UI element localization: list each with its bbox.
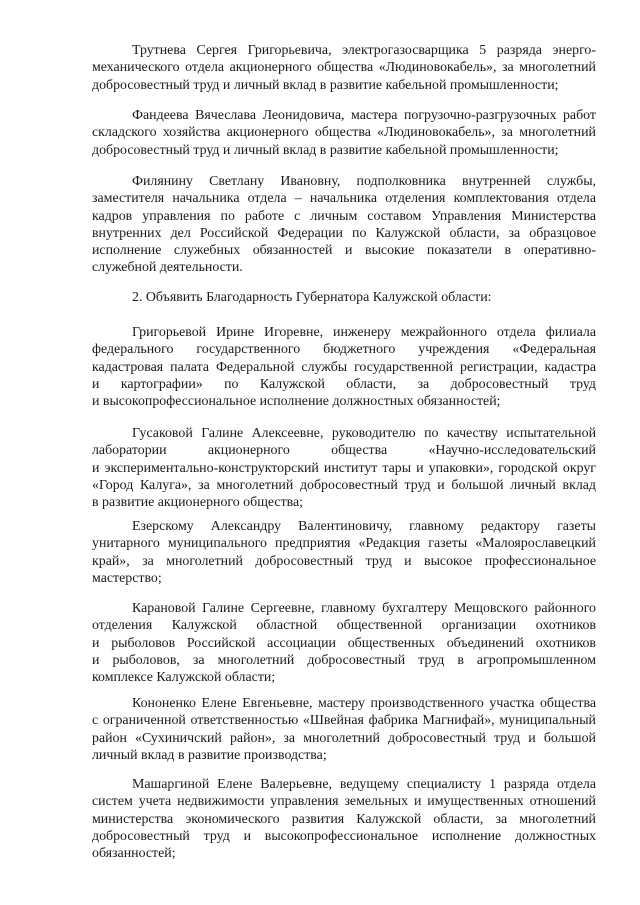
text-line: край», за многолетний добросовестный труд и высокое профессиональное [92, 553, 596, 569]
paragraph-trutneva [92, 42, 596, 94]
text-line: складского хозяйства акционерного общества «Людиновокабель», за многолетний [92, 125, 596, 141]
text-line: лаборатории акционерного общества «Научно-исследовательский [92, 443, 596, 459]
text-line: служебной деятельности. [92, 260, 243, 276]
text-line: отделения Калужской областной общественной организации охотников [92, 618, 596, 634]
text-line: мастерство; [92, 570, 162, 586]
text-line: в развитие акционерного общества; [92, 495, 304, 511]
text-line: и рыболовов Российской ассоциации общественных объединений охотников [92, 635, 596, 651]
paragraph-gusakova [92, 425, 596, 511]
paragraph-mashargina [92, 776, 596, 862]
text-line: Кононенко Елене Евгеньевне, мастеру производственного участка общества [132, 696, 596, 711]
paragraph-kononenko [92, 695, 596, 764]
text-line: Гусаковой Галине Алексеевне, руководителю по качеству испытательной [132, 426, 596, 441]
text-line: кадров управления по работе с личным составом Управления Министерства [92, 208, 596, 224]
text-line: Григорьевой Ирине Игоревне, инженеру межрайонного отдела филиала [132, 325, 596, 340]
paragraph-karanova [92, 600, 596, 686]
text-line: с ограниченной ответственностью «Швейная фабрика Магнифай», муниципальный [92, 713, 596, 729]
paragraph-filyanina [92, 173, 596, 277]
section-heading: 2. Объявить Благодарность Губернатора Калужской области: [132, 290, 492, 305]
text-line: Трутнева Сергея Григорьевича, электрогазосварщика 5 разряда энерго- [132, 43, 596, 58]
text-line: комплексе Калужской области; [92, 670, 276, 686]
text-line: федерального государственного бюджетного учреждения «Федеральная [92, 342, 596, 358]
text-line: добросовестный труд и личный вклад в развитие кабельной промышленности; [92, 142, 559, 158]
paragraph-ezersky [92, 518, 596, 587]
text-line: исполнение служебных обязанностей и высокие показатели в оперативно- [92, 243, 596, 259]
text-line: и рыболовов, за многолетний добросовестный труд в агропромышленном [92, 652, 596, 668]
text-line: Езерскому Александру Валентиновичу, главному редактору газеты [132, 519, 596, 534]
text-line: обязанностей; [92, 846, 176, 862]
text-line: кадастровая палата Федеральной службы государственной регистрации, кадастра [92, 359, 596, 375]
text-line: Фандеева Вячеслава Леонидовича, мастера погрузочно-разгрузочных работ [132, 108, 596, 123]
text-line: добросовестный труд и высокопрофессиональное исполнение должностных [92, 828, 596, 844]
text-line: министерства экономического развития Калужской области, за многолетний [92, 811, 596, 827]
text-line: Филянину Светлану Ивановну, подполковника внутренней службы, [132, 174, 596, 189]
text-line: унитарного муниципального предприятия «Редакция газеты «Малоярославецкий [92, 536, 596, 552]
text-line: систем учета недвижимости управления земельных и имущественных отношений [92, 794, 596, 810]
text-line: заместителя начальника отдела – начальника отделения комплектования отдела [92, 191, 596, 207]
text-line: и картографии» по Калужской области, за добросовестный труд [92, 376, 596, 392]
text-line: «Город Калуга», за многолетний добросовестный труд и большой личный вклад [92, 477, 596, 493]
paragraph-grigoryeva [92, 324, 596, 410]
text-line: и экспериментально-конструкторский институт тары и упаковки», городской округ [92, 460, 596, 476]
text-line: Машаргиной Елене Валерьевне, ведущему специалисту 1 разряда отдела [132, 777, 596, 792]
text-line: внутренних дел Российской Федерации по Калужской области, за образцовое [92, 225, 596, 241]
text-line: личный вклад в развитие производства; [92, 747, 327, 763]
text-line: механического отдела акционерного общества «Людиновокабель», за многолетний [92, 60, 596, 76]
text-line: район «Сухиничский район», за многолетний добросовестный труд и большой [92, 730, 596, 746]
text-line: добросовестный труд и личный вклад в развитие кабельной промышленности; [92, 77, 559, 93]
paragraph-fandeeva [92, 107, 596, 159]
text-line: Карановой Галине Сергеевне, главному бухгалтеру Мещовского районного [132, 601, 596, 616]
text-line: и высокопрофессиональное исполнение должностных обязанностей; [92, 394, 501, 410]
